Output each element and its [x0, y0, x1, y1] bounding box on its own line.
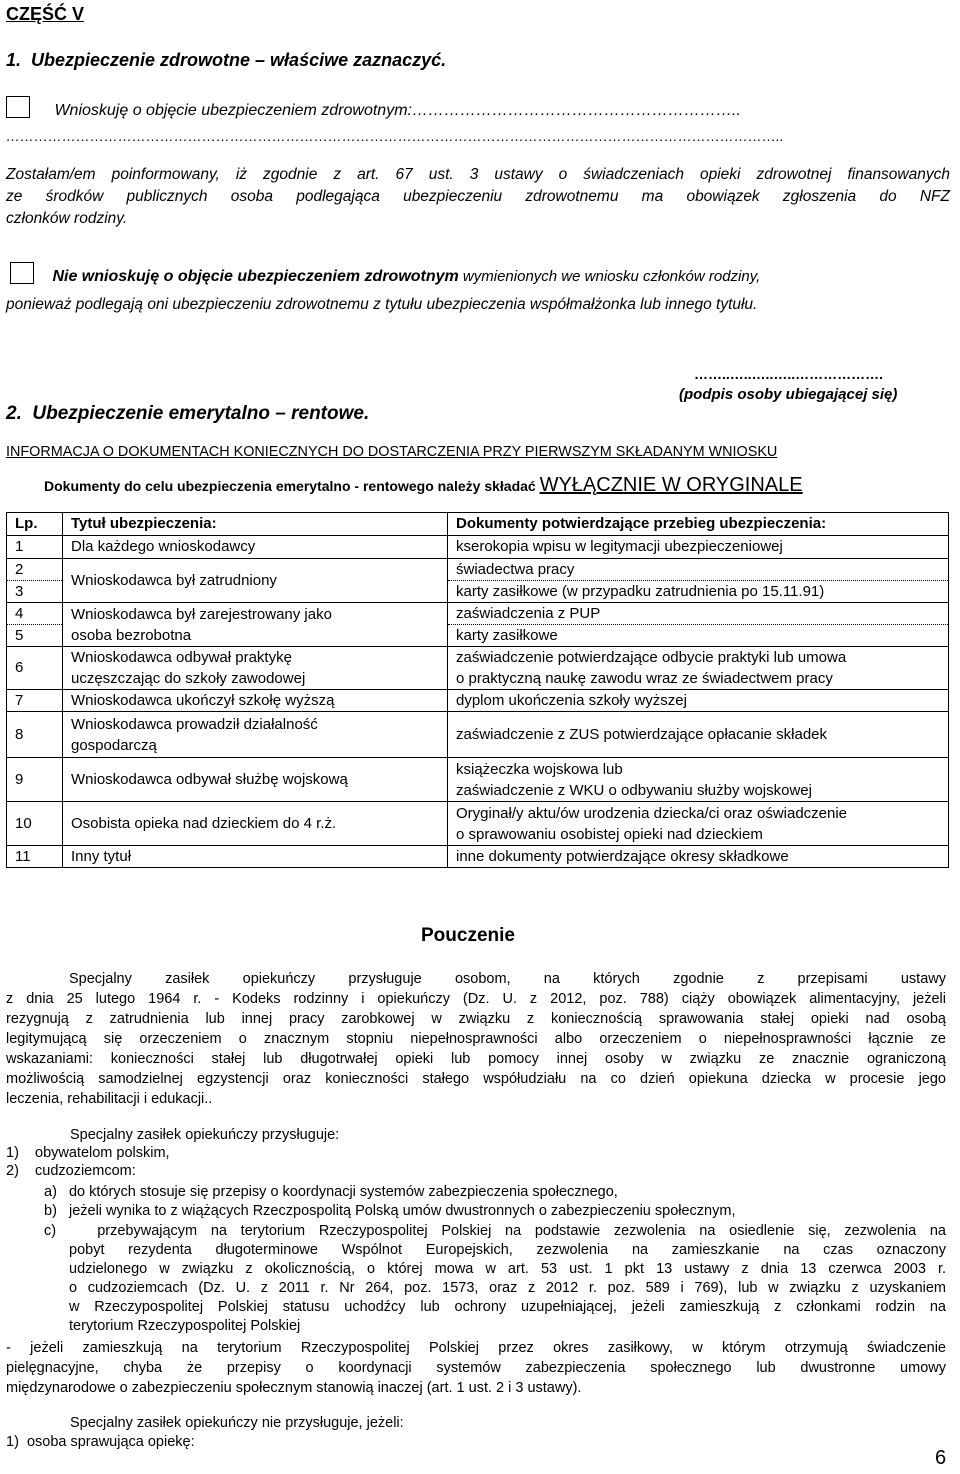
table-row	[7, 603, 949, 647]
row-number	[7, 559, 63, 603]
paragraph-line: w Rzeczypospolitej Polskiej statusu uchodźcy lub ochrony uzupełniającej, jeżeli zamieszkują z członkami rodzin na	[69, 1299, 946, 1315]
paragraph-line: z dnia 25 lutego 1964 r. - Kodeks rodzinny i opiekuńczy (Dz. U. z 2012, poz. 788) ciąży obowiązek alimentacyjny, jeżeli	[6, 991, 946, 1007]
entitled-sub-a: a) do których stosuje się przepisy o koordynacji systemów zabezpieczenia społecznego,	[44, 1184, 618, 1200]
table-row	[7, 846, 949, 868]
paragraph-line: wskazaniami: konieczności stałej lub długotrwałej opieki lub pomocy innej osoby w związku ze znacznie ograniczoną	[6, 1051, 946, 1067]
row-documents: zaświadczenie z ZUS potwierdzające opłacanie składek	[448, 712, 949, 758]
originals-emphasis: WYŁĄCZNIE W ORYGINALE	[539, 474, 803, 496]
documents-info-heading: INFORMACJA O DOKUMENTACH KONIECZNYCH DO DOSTARCZENIA PRZY PIERWSZYM SKŁADANYM WNIOSKU	[6, 444, 778, 460]
pouczenie-paragraph	[6, 969, 946, 1109]
not-entitled-item-1: 1) osoba sprawująca opiekę:	[6, 1434, 195, 1450]
header-title: Tytuł ubezpieczenia:	[63, 513, 448, 536]
signature-label: (podpis osoby ubiegającej się)	[679, 386, 898, 403]
row-documents-b: karty zasiłkowe (w przypadku zatrudnienia po 15.11.91)	[448, 580, 948, 602]
row-title-a: Wnioskodawca prowadził działalność	[71, 715, 318, 733]
nfz-info-line: członków rodziny.	[6, 210, 128, 227]
paragraph-line: udzielonego w związku z okolicznością, o której mowa w art. 53 ust. 1 pkt 13 ustawy z dnia 13 czerwca 2003 r.	[69, 1261, 946, 1277]
row-title-b: uczęszczając do szkoły zawodowej	[71, 670, 306, 687]
paragraph-line: Specjalny zasiłek opiekuńczy przysługuje osobom, na których zgodnie z przepisami ustawy	[69, 971, 946, 987]
table-row	[7, 712, 949, 758]
paragraph-line: rezygnują z zatrudnienia lub innej pracy zarobkowej w związku z koniecznością sprawowania stałej opieki nad osobą	[6, 1011, 946, 1027]
paragraph-line: o cudzoziemcach (Dz. U. z 2011 r. Nr 264, poz. 1573, oraz z 2012 r. poz. 589 i 769), lub w związku z uzyskaniem	[69, 1280, 946, 1296]
entitled-sub-b: b) jeżeli wynika to z wiążących Rzeczpospolitą Polską umów dwustronnych o zabezpieczeniu społecznym,	[44, 1203, 736, 1219]
paragraph-line: pobyt rezydenta długoterminowe Wspólnot Europejskich, zezwolenia na zamieszkanie na czas oznaczony	[69, 1242, 946, 1258]
row-number: 1	[7, 536, 63, 559]
paragraph-line: c) przebywającym na terytorium Rzeczypospolitej Polskiej na podstawie zezwolenia na osiedlenie się, zezwolenia na	[44, 1223, 946, 1239]
row-number: 11	[7, 846, 63, 868]
row-title: Wnioskodawca ukończył szkołę wyższą	[63, 690, 448, 712]
row-documents	[448, 802, 949, 846]
not-entitled-intro: Specjalny zasiłek opiekuńczy nie przysługuje, jeżeli:	[70, 1415, 404, 1431]
row-number: 6	[7, 647, 63, 690]
row-documents	[448, 758, 949, 802]
row-documents	[448, 647, 949, 690]
row-documents-b: o sprawowaniu osobistej opieki nad dzieckiem	[456, 825, 763, 843]
apply-label: Wnioskuję o objęcie ubezpieczeniem zdrowotnym:……………………………………………………..	[54, 102, 741, 119]
table-row	[7, 559, 949, 603]
paragraph-line: terytorium Rzeczypospolitej Polskiej	[69, 1318, 301, 1334]
row-title: Inny tytuł	[63, 846, 448, 868]
dash-paragraph	[6, 1338, 946, 1398]
originals-note	[44, 474, 803, 497]
row-documents-a: świadectwa pracy	[456, 561, 575, 578]
row-number-b: 5	[7, 624, 62, 646]
row-documents-a: książeczka wojskowa lub	[456, 760, 623, 778]
table-row	[7, 536, 949, 559]
row-documents: kserokopia wpisu w legitymacji ubezpieczeniowej	[448, 536, 949, 559]
row-documents-a: zaświadczenie potwierdzające odbycie praktyki lub umowa	[456, 649, 847, 666]
row-number-b: 3	[7, 580, 62, 602]
row-documents-b: karty zasiłkowe	[448, 624, 948, 646]
paragraph-line: - jeżeli zamieszkują na terytorium Rzeczypospolitej Polskiej przez okres zasiłkowy, w którym otrzymują świadczenie	[6, 1340, 946, 1356]
row-title	[63, 647, 448, 690]
row-number	[7, 603, 63, 647]
entitled-intro: Specjalny zasiłek opiekuńczy przysługuje:	[70, 1127, 340, 1143]
nfz-information	[6, 164, 950, 230]
row-title	[63, 712, 448, 758]
row-number: 7	[7, 690, 63, 712]
option-decline	[10, 262, 760, 286]
option-apply	[6, 96, 741, 120]
paragraph-line: międzynarodowe o zabezpieczeniu społecznym stanowią inaczej (art. 1 ust. 2 i 3 ustawy).	[6, 1380, 582, 1396]
table-row	[7, 802, 949, 846]
header-documents: Dokumenty potwierdzające przebieg ubezpieczenia:	[448, 513, 949, 536]
row-title: Osobista opieka nad dzieckiem do 4 r.ż.	[63, 802, 448, 846]
decline-checkbox[interactable]	[10, 262, 34, 284]
row-documents-b: zaświadczenie z WKU o odbywaniu służby wojskowej	[456, 781, 812, 799]
header-lp: Lp.	[7, 513, 63, 536]
entitled-item-2: 2) cudzoziemcom:	[6, 1163, 136, 1179]
apply-dots-line: …………………………………………………………………………………………………………………………………………………..	[6, 128, 784, 144]
entitled-sub-c	[44, 1222, 946, 1336]
row-number-a: 2	[15, 561, 24, 578]
decline-label-bold: Nie wnioskuję o objęcie ubezpieczeniem zdrowotnym	[52, 268, 459, 285]
row-number: 9	[7, 758, 63, 802]
row-title-a: Wnioskodawca był zarejestrowany jako	[71, 605, 332, 623]
section1-heading: 1. Ubezpieczenie zdrowotne – właściwe zaznaczyć.	[6, 50, 447, 70]
entitled-item-1: 1) obywatelom polskim,	[6, 1145, 170, 1161]
row-documents	[448, 603, 949, 647]
pouczenie-title: Pouczenie	[421, 925, 515, 946]
row-documents: inne dokumenty potwierdzające okresy składkowe	[448, 846, 949, 868]
row-number-a: 4	[15, 605, 24, 622]
row-number: 8	[7, 712, 63, 758]
table-header-row	[7, 513, 949, 536]
originals-note-text: Dokumenty do celu ubezpieczenia emerytalno - rentowego należy składać	[44, 478, 540, 494]
table-row	[7, 647, 949, 690]
row-title: Wnioskodawca był zatrudniony	[63, 559, 448, 603]
page-number: 6	[935, 1447, 947, 1469]
row-title-a: Wnioskodawca odbywał praktykę	[71, 649, 292, 666]
section2-heading: 2. Ubezpieczenie emerytalno – rentowe.	[6, 403, 370, 424]
table-row	[7, 758, 949, 802]
row-documents: dyplom ukończenia szkoły wyższej	[448, 690, 949, 712]
apply-checkbox[interactable]	[6, 96, 30, 118]
paragraph-line: pielęgnacyjne, chyba że przepisy o koordynacji systemów zabezpieczenia społecznego lub dwustronne umowy	[6, 1360, 946, 1376]
row-documents	[448, 559, 949, 603]
row-title-b: osoba bezrobotna	[71, 626, 192, 644]
part-title: CZĘŚĆ V	[6, 4, 85, 24]
row-title-b: gospodarczą	[71, 736, 157, 754]
row-documents-a: zaświadczenia z PUP	[456, 605, 601, 622]
row-documents-a: Oryginał/y aktu/ów urodzenia dziecka/ci oraz oświadczenie	[456, 804, 848, 822]
paragraph-line: leczenia, rehabilitacji i edukacji..	[6, 1091, 213, 1107]
row-title: Wnioskodawca odbywał służbę wojskową	[63, 758, 448, 802]
paragraph-line: legitymującą się orzeczeniem o znacznym stopniu niepełnosprawności albo orzeczeniem o niepełnosprawności łącznie ze	[6, 1031, 946, 1047]
nfz-info-line: Zostałam/em poinformowany, iż zgodnie z art. 67 ust. 3 ustawy o świadczeniach opieki zdrowotnej finansowanych	[6, 166, 950, 183]
row-number: 10	[7, 802, 63, 846]
paragraph-line: możliwością samodzielnej egzystencji oraz konieczności stałego współudziału na co dzień opiekuna dziecka w procesie jego	[6, 1071, 946, 1087]
documents-table	[6, 512, 949, 868]
signature-dots: ……..…..…..…..……………….	[694, 366, 884, 382]
row-title	[63, 603, 448, 647]
nfz-info-line: ze środków publicznych osoba podlegająca ubezpieczeniu zdrowotnemu ma obowiązek zgłoszenia do NFZ	[6, 188, 950, 205]
decline-label-rest: wymienionych we wniosku członków rodziny,	[458, 268, 761, 285]
row-title: Dla każdego wnioskodawcy	[63, 536, 448, 559]
row-documents-b: o praktyczną naukę zawodu wraz ze świadectwem pracy	[456, 670, 833, 687]
decline-line2: ponieważ podlegają oni ubezpieczeniu zdrowotnemu z tytułu ubezpieczenia współmałżonka lub innego tytułu.	[6, 296, 758, 313]
table-row	[7, 690, 949, 712]
